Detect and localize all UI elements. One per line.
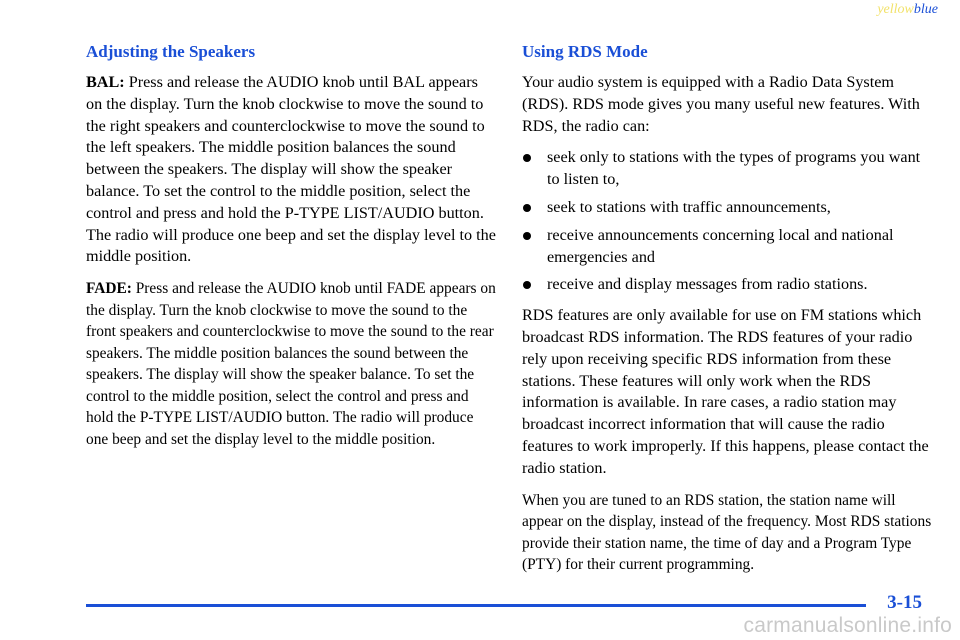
fade-paragraph (86, 278, 496, 450)
list-item-text: seek only to stations with the types of programs you want to listen to, (547, 148, 921, 189)
bullet-icon (523, 204, 531, 212)
list-item (522, 147, 934, 191)
rds-intro: Your audio system is equipped with a Radio Data System (RDS). RDS mode gives you many useful new features. With RDS, the radio can: (522, 73, 920, 135)
list-item (522, 274, 934, 296)
rds-station-name-paragraph: When you are tuned to an RDS station, the station name will appear on the display, instead of the frequency. Most RDS stations provide their station name, the time of day and a Program Type (PTY) for their current programming. (522, 491, 932, 574)
left-column (86, 41, 496, 460)
bal-paragraph (86, 72, 496, 268)
bullet-icon (523, 232, 531, 240)
list-item-text: receive and display messages from radio stations. (547, 275, 868, 294)
page-number: 3-15 (887, 592, 922, 613)
corner-tag-yellow: yellow (877, 2, 914, 17)
rds-availability-paragraph: RDS features are only available for use on FM stations which broadcast RDS information. The RDS features of your radio rely upon receiving specific RDS information from these stations. These features will only work when the RDS information is available. In rare cases, a radio station may broadcast incorrect information that will cause the radio features to work improperly. If this happens, please contact the radio station. (522, 306, 929, 477)
bal-text: Press and release the AUDIO knob until BAL appears on the display. Turn the knob clockwise to move the sound to the right speakers and counterclockwise to move the sound to the left speakers. The middle position balances the sound between the speakers. The display will show the speaker balance. To set the control to the middle position, select the control and press and hold the P-TYPE LIST/AUDIO button. The radio will produce one beep and set the display level to the middle position. (86, 73, 496, 266)
bal-label: BAL: (86, 73, 125, 91)
footer-rule (86, 604, 866, 607)
section-heading-rds: Using RDS Mode (522, 42, 648, 61)
corner-tag (877, 2, 938, 18)
rds-feature-list (522, 147, 934, 296)
bullet-icon (523, 154, 531, 162)
fade-label: FADE: (86, 280, 132, 298)
corner-tag-blue: blue (913, 2, 938, 17)
watermark: carmanualsonline.info (743, 614, 952, 637)
list-item (522, 197, 934, 219)
list-item (522, 225, 934, 269)
list-item-text: receive announcements concerning local and national emergencies and (547, 225, 894, 266)
right-column (522, 41, 934, 586)
fade-text: Press and release the AUDIO knob until FADE appears on the display. Turn the knob clockwise to move the sound to the front speakers and counterclockwise to move the sound to the rear speakers. The middle position balances the sound between the speakers. The display will show the speaker balance. To set the control to the middle position, select the control and press and hold the P-TYPE LIST/AUDIO button. The radio will produce one beep and set the display level to the middle position. (86, 280, 496, 448)
section-heading-speakers: Adjusting the Speakers (86, 42, 256, 61)
list-item-text: seek to stations with traffic announcements, (547, 197, 831, 216)
bullet-icon (523, 281, 531, 289)
